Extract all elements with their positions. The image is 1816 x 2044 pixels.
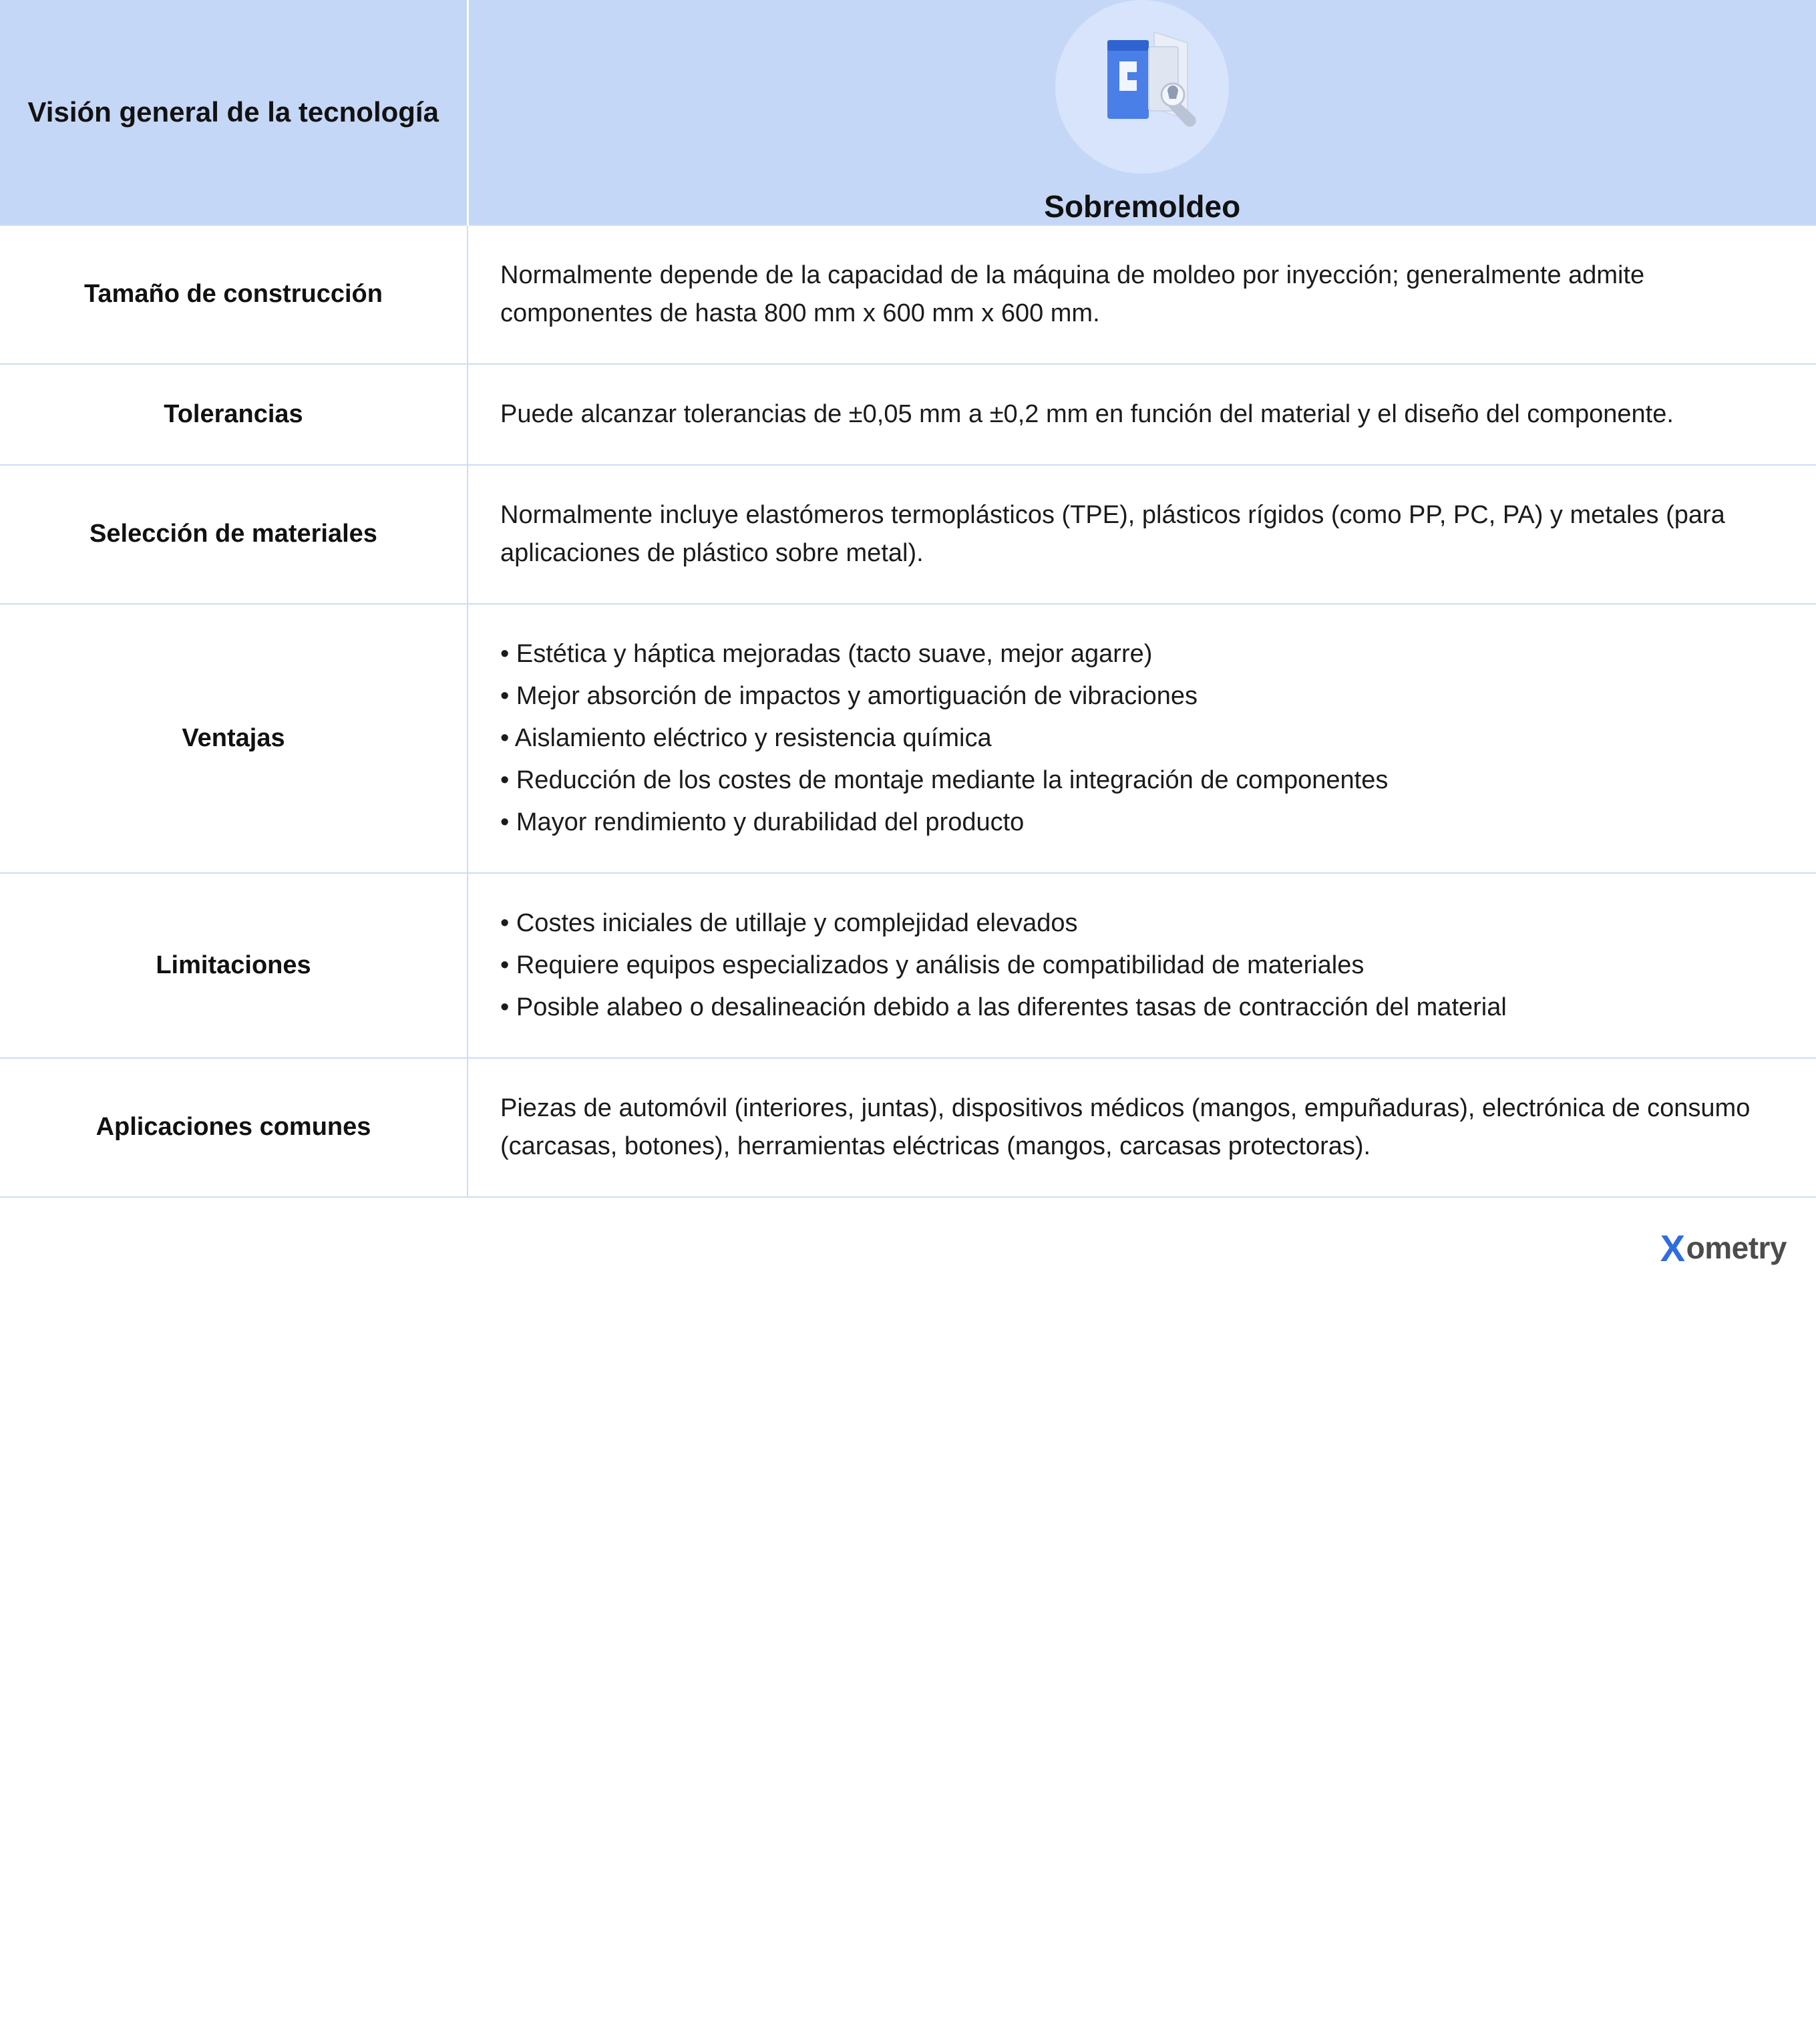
table-footer-row [0, 1197, 1816, 1298]
overview-label: Visión general de la tecnología [0, 0, 468, 225]
table-row [0, 465, 1816, 604]
row-label-applications: Aplicaciones comunes [0, 1058, 468, 1197]
list-item: • Reducción de los costes de montaje mediante la integración de componentes [500, 766, 1389, 794]
limitations-list [500, 904, 1781, 1027]
row-value-applications: Piezas de automóvil (interiores, juntas), dispositivos médicos (mangos, empuñaduras), electrónica de consumo (carcasas, botones), herramientas eléctricas (mangos, carcasas protectoras). [468, 1058, 1816, 1197]
technology-header-cell [468, 0, 1816, 225]
table-row [0, 873, 1816, 1058]
list-item: • Mayor rendimiento y durabilidad del producto [500, 808, 1025, 836]
injection-mold-icon [1055, 0, 1229, 174]
table-row [0, 1058, 1816, 1197]
row-label-limitations: Limitaciones [0, 873, 468, 1058]
list-item: • Aislamiento eléctrico y resistencia química [500, 724, 992, 752]
row-value-materials: Normalmente incluye elastómeros termoplásticos (TPE), plásticos rígidos (como PP, PC, PA) y metales (para aplicaciones de plástico sobre metal). [468, 465, 1816, 604]
row-value-advantages [468, 604, 1816, 873]
footer-cell [0, 1197, 1816, 1298]
row-label-materials: Selección de materiales [0, 465, 468, 604]
list-item: • Posible alabeo o desalineación debido a las diferentes tasas de contracción del material [500, 993, 1507, 1021]
advantages-list [500, 635, 1781, 842]
table-header-row [0, 0, 1816, 225]
row-value-limitations [468, 873, 1816, 1058]
list-item: • Estética y háptica mejoradas (tacto suave, mejor agarre) [500, 640, 1153, 668]
row-label-build-size: Tamaño de construcción [0, 225, 468, 364]
list-item: • Requiere equipos especializados y análisis de compatibilidad de materiales [500, 951, 1365, 979]
logo-wordmark: ometry [1686, 1230, 1787, 1265]
row-value-build-size: Normalmente depende de la capacidad de la máquina de moldeo por inyección; generalmente admite componentes de hasta 800 mm x 600 mm x 600 mm. [468, 225, 1816, 364]
row-label-tolerances: Tolerancias [0, 364, 468, 465]
technology-name: Sobremoldeo [1044, 189, 1241, 224]
list-item: • Mejor absorción de impactos y amortiguación de vibraciones [500, 682, 1198, 710]
table-row [0, 225, 1816, 364]
table-row [0, 364, 1816, 465]
logo-x-mark: X [1660, 1226, 1685, 1269]
table-row [0, 604, 1816, 873]
row-value-tolerances: Puede alcanzar tolerancias de ±0,05 mm a ±0,2 mm en función del material y el diseño del componente. [468, 364, 1816, 465]
list-item: • Costes iniciales de utillaje y complejidad elevados [500, 909, 1078, 937]
row-label-advantages: Ventajas [0, 604, 468, 873]
xometry-logo [1660, 1226, 1787, 1270]
footer-inner [29, 1226, 1787, 1270]
technology-icon-wrap [469, 0, 1816, 174]
